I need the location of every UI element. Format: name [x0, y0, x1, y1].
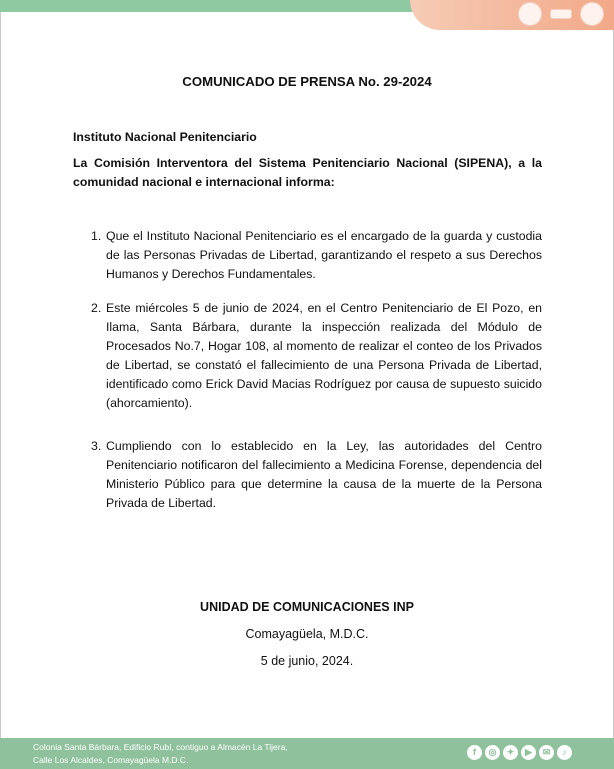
address-line: Colonia Santa Bárbara, Edificio Rubí, contiguo a Almacén La Tijera,: [33, 742, 288, 752]
twitter-icon[interactable]: ✦: [503, 745, 518, 760]
item-number: 1.: [91, 229, 102, 243]
government-wordmark-logo: [550, 9, 572, 19]
institution-name: Instituto Nacional Penitenciario: [73, 130, 257, 144]
social-icons: [467, 745, 572, 760]
header-orange-band: [410, 0, 614, 30]
government-seal-logo: [518, 2, 542, 26]
list-item: [73, 299, 542, 413]
instagram-icon[interactable]: ◎: [485, 745, 500, 760]
footer-bar: [0, 738, 614, 769]
signature-date: 5 de junio, 2024.: [260, 654, 354, 668]
footer-address: [33, 741, 288, 767]
intro-paragraph: La Comisión Interventora del Sistema Penitenciario Nacional (SIPENA), a la comunidad nacional e internacional informa:: [73, 156, 542, 189]
press-release-title: COMUNICADO DE PRENSA No. 29-2024: [182, 74, 432, 89]
item-number: 3.: [91, 439, 102, 453]
address-line: Calle Los Alcaldes, Comayagüela M.D.C.: [33, 755, 189, 765]
tiktok-icon[interactable]: ♪: [557, 745, 572, 760]
list-item: [73, 227, 542, 284]
item-text: Este miércoles 5 de junio de 2024, en el Centro Penitenciario de El Pozo, en Ilama, Santa Bárbara, durante la inspección realizada del Módulo de Procesados No.7, Hogar 108, al momento de realizar el conteo de los Privados de Libertad, se constató el fallecimiento de una Persona Privada de Libertad, identificado como Erick David Macias Rodríguez por causa de supuesto suicido (ahorcamiento).: [106, 301, 542, 410]
signature-unit: UNIDAD DE COMUNICACIONES INP: [200, 600, 414, 614]
item-text: Que el Instituto Nacional Penitenciario es el encargado de la guarda y custodia de las Personas Privadas de Libertad, garantizando el respeto a sus Derechos Humanos y Derechos Fundamentales.: [106, 229, 542, 281]
header-green-band: [0, 0, 430, 12]
item-number: 2.: [91, 301, 102, 315]
inp-shield-logo: [580, 2, 604, 26]
signature-city: Comayagüela, M.D.C.: [245, 627, 369, 641]
item-text: Cumpliendo con lo establecido en la Ley, las autoridades del Centro Penitenciario notificaron del fallecimiento a Medicina Forense, dependencia del Ministerio Público para que determine la causa de la muerte de la Persona Privada de Libertad.: [106, 439, 542, 510]
email-icon[interactable]: ✉: [539, 745, 554, 760]
youtube-icon[interactable]: ▶: [521, 745, 536, 760]
header-logos: [518, 2, 604, 26]
facebook-icon[interactable]: f: [467, 745, 482, 760]
list-item: [73, 437, 542, 513]
